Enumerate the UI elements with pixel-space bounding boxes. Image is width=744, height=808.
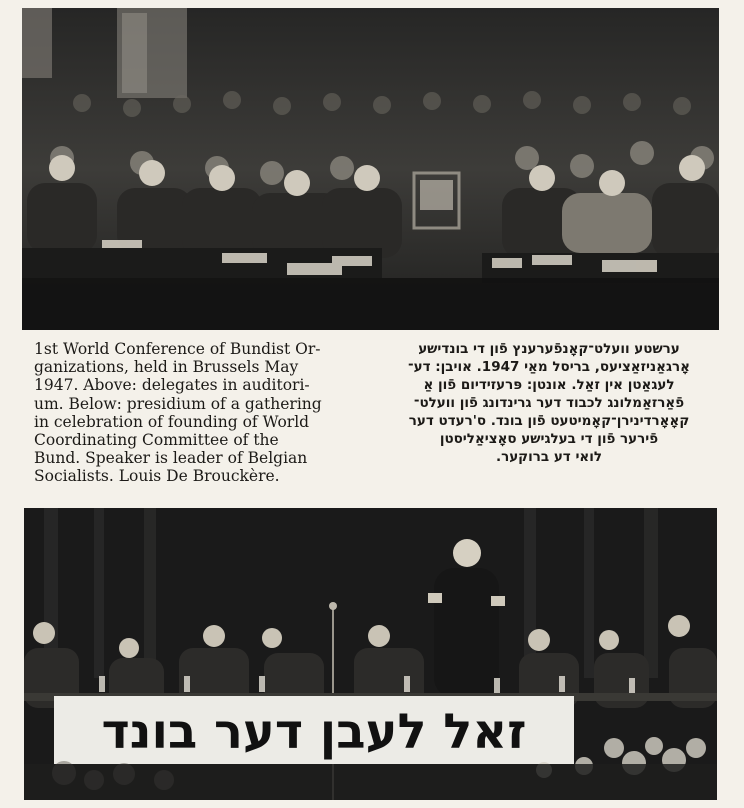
caption-yi-line: פֿאַרזאַמלונג לכבוד דער גרינדונג פֿון וועלט־ xyxy=(413,395,685,411)
caption-en-line: Socialists. Louis De Brouckère. xyxy=(34,467,280,486)
caption-yi-line: אָרגאַניזאַציעס, בריסל מאַי 1947. אויבן: דע־ xyxy=(408,359,690,375)
caption-en-line: um. Below: presidium of a gathering xyxy=(34,394,322,413)
photo-presidium-gathering xyxy=(24,508,717,800)
caption-en-line: Coordinating Committee of the xyxy=(34,431,279,450)
caption-en-line: 1st World Conference of Bundist Or- xyxy=(34,340,321,358)
caption-yi-line: לואי דע ברוקער. xyxy=(495,449,603,465)
photo-delegates-auditorium xyxy=(22,8,719,330)
caption-yi-line: פֿירער פֿון די בעלגישע סאָציאַליסטן xyxy=(439,431,659,447)
caption-en-line: 1947. Above: delegates in auditori- xyxy=(34,376,310,395)
caption-en-line: ganizations, held in Brussels May xyxy=(34,358,299,377)
caption-yi-line: לעגאַטן אין זאַל. אונטן: פּרעזידיום פֿון אַ xyxy=(423,377,675,393)
caption-yi-line: קאָאָרדינירן־קאָמיטעט פֿון בונד. ס'רעדט דער xyxy=(408,413,690,429)
banner-slogan: זאל לעבן דער בונד xyxy=(101,704,527,760)
presidium-scene xyxy=(24,508,717,800)
auditorium-scene xyxy=(22,8,719,330)
caption-en-line: in celebration of founding of World xyxy=(34,412,310,431)
caption-english xyxy=(34,340,366,486)
caption-en-line: Bund. Speaker is leader of Belgian xyxy=(34,449,308,468)
caption-yiddish xyxy=(390,340,708,466)
caption-yi-line: ערשטע וועלט־קאָנפֿערענץ פֿון די בונדישע xyxy=(418,341,680,357)
